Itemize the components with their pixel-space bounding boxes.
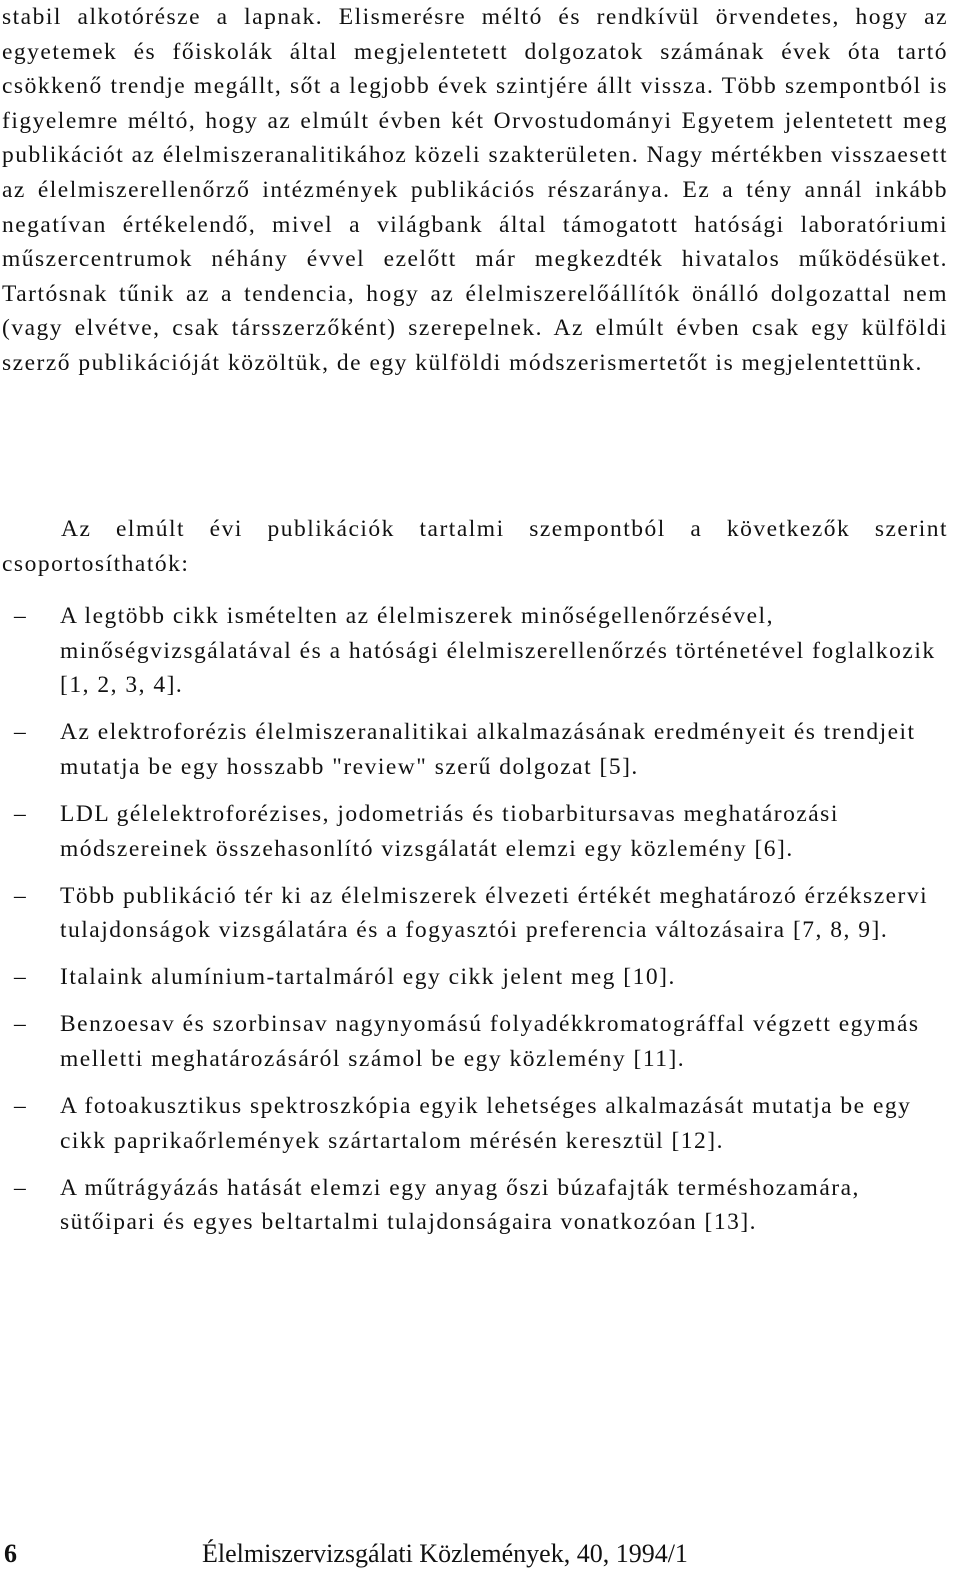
list-item	[0, 599, 948, 703]
dash-bullet: –	[14, 1174, 28, 1201]
dash-bullet: –	[14, 603, 28, 629]
list-item	[0, 715, 948, 784]
list-item-text: A fotoakusztikus spektroszkópia egyik lehetséges alkalmazását mutatja be egy cikk paprikaőrlemények szártartalom mérésén keresztül [12].	[60, 1093, 912, 1154]
list-item-text: LDL gélelektroforézises, jodometriás és tiobarbitursavas meghatározási módszereinek összehasonlító vizsgálatát elemzi egy közlemény [6].	[60, 800, 839, 862]
dash-bullet: –	[14, 964, 28, 991]
dash-bullet: –	[14, 1093, 28, 1120]
list-item-text: Italaink alumínium-tartalmáról egy cikk jelent meg [10].	[60, 964, 676, 991]
list-item-text: Benzoesav és szorbinsav nagynyomású folyadékkromatográffal végzett egymás melletti meghatározásáról számol be egy közlemény [11].	[60, 1011, 920, 1073]
list-item	[0, 960, 948, 995]
list-item	[0, 1007, 948, 1076]
list-item-text: A legtöbb cikk ismételten az élelmiszerek minőségellenőrzésével, minőségvizsgálatával és a hatósági élelmiszerellenőrzés történetével foglalkozik [1, 2, 3, 4].	[60, 603, 936, 699]
body-paragraph-1: stabil alkotórésze a lapnak. Elismerésre méltó és rendkívül örvendetes, hogy az egyetemek és főiskolák által megjelentetett dolgozatok számának évek óta tartó csökkenő trendje megállt, sőt a legjobb évek szintjére állt vissza. Több szempontból is figyelemre méltó, hogy az elmúlt évben két Orvostudományi Egyetem jelentetett meg publikációt az élelmiszeranalitikához közeli szakterületen. Nagy mértékben visszaesett az élelmiszerellenőrző intézmények publikációs részaránya. Ez a tény annál inkább negatívan értékelendő, mivel a világbank által támogatott hatósági laboratóriumi műszercentrumok néhány évvel ezelőtt már megkezdték hivatalos működésüket. Tartósnak tűnik az a tendencia, hogy az élelmiszerelőállítók önálló dolgozattal nem (vagy elvétve, csak társszerzőként) szerepelnek. Az elmúlt évben csak egy külföldi szerző publikációját közöltük, de egy külföldi módszerismertetőt is megjelentettünk.	[2, 4, 948, 376]
dash-bullet: –	[14, 800, 28, 827]
list-item	[0, 797, 948, 866]
dash-bullet: –	[14, 882, 28, 909]
list-item-text: Több publikáció tér ki az élelmiszerek élvezeti értékét meghatározó érzékszervi tulajdonságok vizsgálatára és a fogyasztói preferencia változásaira [7, 8, 9].	[60, 882, 929, 944]
publication-topics-list	[0, 599, 948, 1253]
dash-bullet: –	[14, 719, 28, 746]
list-item-text: Az elektroforézis élelmiszeranalitikai alkalmazásának eredményeit és trendjeit mutatja be egy hosszabb "review" szerű dolgozat [5].	[60, 719, 916, 780]
dash-bullet: –	[14, 1011, 28, 1038]
list-item	[0, 1171, 948, 1240]
list-item	[0, 1089, 948, 1158]
list-item-text: A műtrágyázás hatását elemzi egy anyag őszi búzafajták terméshozamára, sütőipari és egyes beltartalmi tulajdonságaira vonatkozóan [13].	[60, 1174, 860, 1236]
page-number: 6	[4, 1539, 17, 1568]
body-paragraph-2: Az elmúlt évi publikációk tartalmi szempontból a következők szerint csoportosíthatók:	[2, 516, 948, 577]
list-item	[0, 879, 948, 948]
page-footer	[0, 1534, 960, 1574]
journal-citation: Élelmiszervizsgálati Közlemények, 40, 1994/1	[202, 1539, 688, 1568]
